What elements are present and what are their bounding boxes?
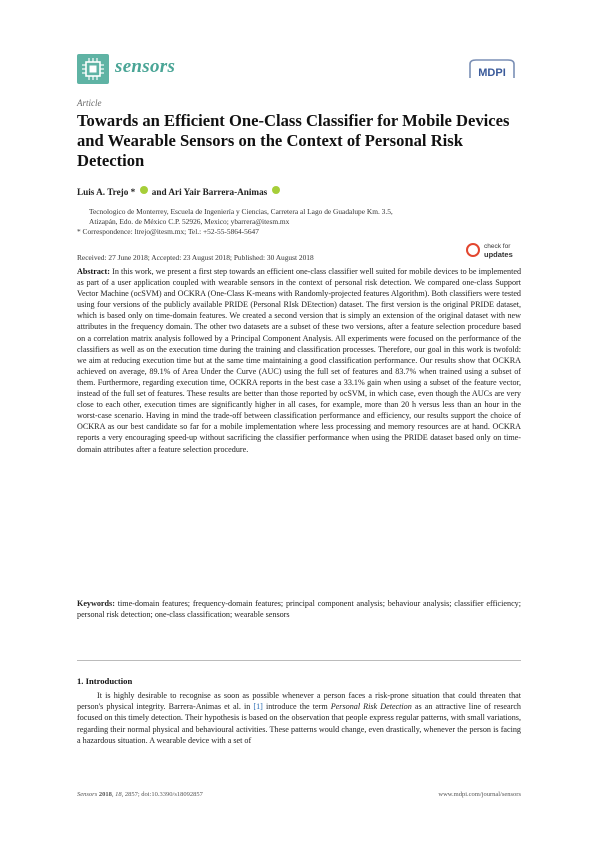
sensor-chip-icon	[77, 54, 109, 84]
body-text: introduce the term	[262, 702, 331, 712]
footer-doi[interactable]: , 2857; doi:10.3390/s18092857	[121, 791, 203, 798]
footer-volume: 18	[115, 791, 122, 798]
keywords	[77, 598, 521, 620]
orcid-icon[interactable]	[272, 186, 280, 194]
section-divider	[77, 660, 521, 661]
abstract	[77, 266, 521, 455]
emphasis-term: Personal Risk Detection	[330, 702, 412, 712]
check-updates-line2: updates	[484, 249, 513, 259]
affiliation-line: Atizapán, Edo. de México C.P. 52926, Mexico; ybarrera@itesm.mx	[89, 217, 290, 226]
abstract-label: Abstract:	[77, 267, 110, 276]
journal-logo	[77, 54, 109, 84]
orcid-icon[interactable]	[140, 186, 148, 194]
body-paragraph	[77, 690, 521, 746]
footer-year: 2018	[98, 791, 112, 798]
check-updates-icon[interactable]	[466, 243, 480, 257]
journal-url[interactable]: www.mdpi.com/journal/sensors	[438, 791, 521, 798]
check-updates-badge[interactable]	[484, 243, 513, 258]
author-conjunction: and	[151, 187, 167, 197]
mdpi-logo-icon	[466, 58, 518, 80]
body-text: as an attractive line of research focused on this timely detection. Their hypothesis is based on the observation that people express regular patterns, with small variations, regarding their normal physical and behavioural activities. These patterns would change, even drastically, whenever the person is facing a hazardous situation. A wearable device with a set of	[77, 702, 521, 745]
affiliation-line: Tecnologico de Monterrey, Escuela de Ingeniería y Ciencias, Carretera al Lago de Guadalupe Km. 3.5,	[89, 207, 393, 216]
body-text: It is highly desirable to recognise as soon as possible whenever a person faces a risk-prone situation that could threaten that person's physical integrity. Barrera-Animas et al. in	[77, 691, 521, 712]
abstract-text: In this work, we present a first step towards an efficient one-class classifier well suited for mobile devices to be implemented as part of a user application coupled with wearable sensors in the context of personal risk detection. We compared one-class Support Vector Machine (ocSVM) and OCKRA (One-Class K-means with Randomly-projected features Algorithm). Both classifiers were tested using four versions of the publicly available PRIDE (Personal RIsk DEtection) dataset. The first version is the original PRIDE dataset, which is based only on time-domain features. We created a second version that is simply an extension of the original dataset with new attributes in the frequency domain. The other two datasets are a subset of these two versions, after a feature selection procedure based on a correlation matrix analysis followed by a Principal Component Analysis. All experiments were focused on the performance of the classifiers as well as on the execution time during the training and classification processes. Therefore, our goal in this work is twofold: we aim at reducing execution time but at the same time maintaining a good classification performance. Our results show that OCKRA achieved on average, 89.1% of Area Under the Curve (AUC) using the full set of features and 83.7% when trained using a subset of them. Furthermore, regarding execution time, OCKRA reports in the best case a 33.1% gain when using a subset of the feature vector, instead of the full set of features. These results are better than those reported by ocSVM, in which case, even though the AUCs are very close to each other, execution times are significantly higher in all cases, for example, more than 20 h versus less than an hour in the worst-case scenario. Having in mind the trade-off between classification performance and efficiency, our results support the choice of OCKRA as our best candidate so far for a mobile implementation where less processing and memory resources are at hand. OCKRA reports a very encouraging speed-up without sacrificing the classifier performance when using the PRIDE dataset based only on time-domain attributes after a feature selection procedure.	[77, 267, 522, 454]
check-updates-line1: check for	[484, 243, 511, 250]
citation-footer: Sensors 2018, 18, 2857; doi:10.3390/s18092857	[77, 791, 203, 798]
publication-dates: Received: 27 June 2018; Accepted: 23 August 2018; Published: 30 August 2018	[77, 253, 314, 262]
citation-link[interactable]: [1]	[253, 702, 263, 712]
article-title: Towards an Efficient One-Class Classifier for Mobile Devices and Wearable Sensors on the Context of Personal Risk Detection	[77, 111, 510, 170]
author-name[interactable]: Luis A. Trejo *	[77, 187, 136, 197]
keywords-label: Keywords:	[77, 599, 115, 608]
svg-text:MDPI: MDPI	[478, 67, 506, 79]
section-heading: 1. Introduction	[77, 676, 133, 686]
author-name[interactable]: Ari Yair Barrera-Animas	[168, 187, 268, 197]
keywords-text: time-domain features; frequency-domain features; principal component analysis; behaviour analysis; classifier efficiency; personal risk detection; one-class classification; wearable sensors	[77, 599, 522, 620]
publisher-logo[interactable]	[466, 58, 518, 80]
journal-name: sensors	[115, 56, 176, 77]
article-type: Article	[77, 98, 102, 108]
correspondence: * Correspondence: ltrejo@itesm.mx; Tel.: +52-55-5864-5647	[77, 227, 259, 236]
footer-journal: Sensors	[77, 791, 98, 798]
author-list	[77, 186, 282, 197]
